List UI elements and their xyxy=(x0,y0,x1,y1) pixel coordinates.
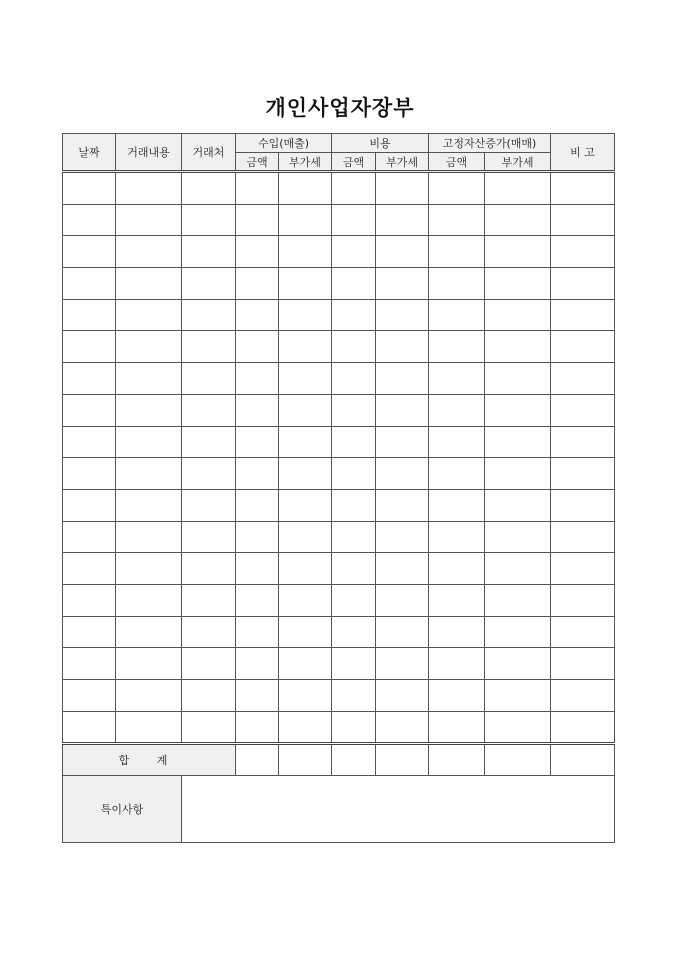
ledger-body xyxy=(63,172,615,744)
cell-income-vat[interactable] xyxy=(279,711,332,744)
cell-counterparty[interactable] xyxy=(182,648,236,680)
cell-expense-amount[interactable] xyxy=(332,553,376,585)
cell-income-amount[interactable] xyxy=(236,680,279,712)
cell-expense-amount[interactable] xyxy=(332,394,376,426)
cell-remarks[interactable] xyxy=(551,458,615,490)
cell-expense-vat[interactable] xyxy=(376,426,429,458)
cell-counterparty[interactable] xyxy=(182,521,236,553)
cell-expense-vat[interactable] xyxy=(376,394,429,426)
cell-income-vat[interactable] xyxy=(279,268,332,300)
total-expense-amount[interactable] xyxy=(332,744,376,776)
cell-description[interactable] xyxy=(116,426,182,458)
cell-income-vat[interactable] xyxy=(279,489,332,521)
cell-remarks[interactable] xyxy=(551,711,615,744)
cell-counterparty[interactable] xyxy=(182,616,236,648)
cell-date[interactable] xyxy=(63,268,116,300)
cell-expense-vat[interactable] xyxy=(376,521,429,553)
header-date: 날짜 xyxy=(63,134,116,172)
cell-date[interactable] xyxy=(63,521,116,553)
cell-income-amount[interactable] xyxy=(236,426,279,458)
cell-expense-amount[interactable] xyxy=(332,204,376,236)
table-row xyxy=(63,236,615,268)
cell-expense-vat[interactable] xyxy=(376,489,429,521)
cell-fixed-assets-vat[interactable] xyxy=(485,268,551,300)
cell-fixed-assets-amount[interactable] xyxy=(429,553,485,585)
cell-fixed-assets-amount[interactable] xyxy=(429,426,485,458)
cell-expense-amount[interactable] xyxy=(332,616,376,648)
cell-income-vat[interactable] xyxy=(279,204,332,236)
cell-date[interactable] xyxy=(63,489,116,521)
cell-fixed-assets-amount[interactable] xyxy=(429,363,485,395)
cell-fixed-assets-vat[interactable] xyxy=(485,489,551,521)
total-income-vat[interactable] xyxy=(279,744,332,776)
cell-description[interactable] xyxy=(116,363,182,395)
table-row xyxy=(63,299,615,331)
cell-expense-vat[interactable] xyxy=(376,711,429,744)
cell-fixed-assets-amount[interactable] xyxy=(429,268,485,300)
cell-date[interactable] xyxy=(63,236,116,268)
cell-fixed-assets-vat[interactable] xyxy=(485,394,551,426)
table-row xyxy=(63,458,615,490)
cell-expense-amount[interactable] xyxy=(332,584,376,616)
table-row xyxy=(63,363,615,395)
total-fixed-assets-amount[interactable] xyxy=(429,744,485,776)
cell-fixed-assets-vat[interactable] xyxy=(485,331,551,363)
cell-description[interactable] xyxy=(116,648,182,680)
cell-income-vat[interactable] xyxy=(279,426,332,458)
cell-expense-amount[interactable] xyxy=(332,299,376,331)
cell-remarks[interactable] xyxy=(551,489,615,521)
header-fixed-assets-vat: 부가세 xyxy=(485,153,551,172)
cell-description[interactable] xyxy=(116,553,182,585)
cell-description[interactable] xyxy=(116,680,182,712)
table-row xyxy=(63,616,615,648)
cell-expense-amount[interactable] xyxy=(332,489,376,521)
cell-date[interactable] xyxy=(63,331,116,363)
header-income-vat: 부가세 xyxy=(279,153,332,172)
cell-income-amount[interactable] xyxy=(236,363,279,395)
total-remarks[interactable] xyxy=(551,744,615,776)
cell-description[interactable] xyxy=(116,616,182,648)
cell-remarks[interactable] xyxy=(551,648,615,680)
table-row xyxy=(63,489,615,521)
header-expense-amount: 금액 xyxy=(332,153,376,172)
table-row xyxy=(63,553,615,585)
cell-remarks[interactable] xyxy=(551,553,615,585)
cell-counterparty[interactable] xyxy=(182,331,236,363)
cell-remarks[interactable] xyxy=(551,616,615,648)
cell-description[interactable] xyxy=(116,394,182,426)
cell-fixed-assets-amount[interactable] xyxy=(429,711,485,744)
header-income: 수입(매출) xyxy=(236,134,332,153)
cell-remarks[interactable] xyxy=(551,331,615,363)
total-row xyxy=(63,744,615,776)
cell-description[interactable] xyxy=(116,521,182,553)
cell-remarks[interactable] xyxy=(551,680,615,712)
cell-date[interactable] xyxy=(63,363,116,395)
cell-expense-amount[interactable] xyxy=(332,268,376,300)
cell-expense-amount[interactable] xyxy=(332,458,376,490)
cell-income-vat[interactable] xyxy=(279,172,332,205)
cell-expense-vat[interactable] xyxy=(376,648,429,680)
cell-remarks[interactable] xyxy=(551,299,615,331)
cell-income-amount[interactable] xyxy=(236,616,279,648)
table-row xyxy=(63,426,615,458)
cell-income-vat[interactable] xyxy=(279,363,332,395)
cell-income-amount[interactable] xyxy=(236,394,279,426)
cell-income-vat[interactable] xyxy=(279,553,332,585)
cell-income-vat[interactable] xyxy=(279,521,332,553)
ledger-table xyxy=(62,133,615,843)
cell-expense-amount[interactable] xyxy=(332,331,376,363)
page-title: 개인사업자장부 xyxy=(265,96,415,120)
cell-date[interactable] xyxy=(63,394,116,426)
cell-income-amount[interactable] xyxy=(236,553,279,585)
cell-counterparty[interactable] xyxy=(182,489,236,521)
cell-income-amount[interactable] xyxy=(236,458,279,490)
notes-row xyxy=(63,776,615,843)
total-fixed-assets-vat[interactable] xyxy=(485,744,551,776)
cell-expense-vat[interactable] xyxy=(376,236,429,268)
table-row xyxy=(63,584,615,616)
header-income-amount: 금액 xyxy=(236,153,279,172)
cell-income-vat[interactable] xyxy=(279,458,332,490)
cell-expense-amount[interactable] xyxy=(332,521,376,553)
header-counterparty: 거래처 xyxy=(182,134,236,172)
cell-fixed-assets-vat[interactable] xyxy=(485,521,551,553)
table-row xyxy=(63,204,615,236)
cell-fixed-assets-vat[interactable] xyxy=(485,426,551,458)
cell-income-vat[interactable] xyxy=(279,648,332,680)
cell-expense-amount[interactable] xyxy=(332,172,376,205)
cell-date[interactable] xyxy=(63,616,116,648)
cell-description[interactable] xyxy=(116,236,182,268)
cell-remarks[interactable] xyxy=(551,236,615,268)
cell-fixed-assets-amount[interactable] xyxy=(429,458,485,490)
cell-date[interactable] xyxy=(63,553,116,585)
total-label: 합 계 xyxy=(63,744,236,776)
header-expense: 비용 xyxy=(332,134,429,153)
cell-remarks[interactable] xyxy=(551,172,615,205)
notes-field[interactable] xyxy=(182,776,615,843)
cell-fixed-assets-vat[interactable] xyxy=(485,680,551,712)
cell-income-amount[interactable] xyxy=(236,711,279,744)
header-remarks: 비 고 xyxy=(551,134,615,172)
cell-income-vat[interactable] xyxy=(279,584,332,616)
cell-counterparty[interactable] xyxy=(182,394,236,426)
total-income-amount[interactable] xyxy=(236,744,279,776)
cell-income-vat[interactable] xyxy=(279,394,332,426)
cell-income-amount[interactable] xyxy=(236,521,279,553)
cell-expense-amount[interactable] xyxy=(332,363,376,395)
cell-fixed-assets-amount[interactable] xyxy=(429,521,485,553)
table-row xyxy=(63,648,615,680)
cell-counterparty[interactable] xyxy=(182,711,236,744)
cell-fixed-assets-vat[interactable] xyxy=(485,363,551,395)
header-fixed-assets: 고정자산증가(매매) xyxy=(429,134,551,153)
header-expense-vat: 부가세 xyxy=(376,153,429,172)
table-row xyxy=(63,394,615,426)
table-row xyxy=(63,521,615,553)
table-row xyxy=(63,331,615,363)
cell-income-vat[interactable] xyxy=(279,616,332,648)
cell-income-vat[interactable] xyxy=(279,236,332,268)
cell-fixed-assets-vat[interactable] xyxy=(485,458,551,490)
cell-fixed-assets-amount[interactable] xyxy=(429,489,485,521)
cell-expense-vat[interactable] xyxy=(376,299,429,331)
notes-label: 특이사항 xyxy=(63,776,182,843)
cell-expense-amount[interactable] xyxy=(332,648,376,680)
cell-expense-vat[interactable] xyxy=(376,458,429,490)
cell-income-amount[interactable] xyxy=(236,236,279,268)
cell-counterparty[interactable] xyxy=(182,204,236,236)
table-row xyxy=(63,172,615,205)
cell-expense-amount[interactable] xyxy=(332,426,376,458)
cell-expense-vat[interactable] xyxy=(376,363,429,395)
cell-remarks[interactable] xyxy=(551,521,615,553)
cell-fixed-assets-amount[interactable] xyxy=(429,616,485,648)
cell-description[interactable] xyxy=(116,458,182,490)
cell-date[interactable] xyxy=(63,299,116,331)
cell-expense-vat[interactable] xyxy=(376,680,429,712)
cell-counterparty[interactable] xyxy=(182,363,236,395)
cell-expense-vat[interactable] xyxy=(376,204,429,236)
cell-date[interactable] xyxy=(63,426,116,458)
cell-fixed-assets-vat[interactable] xyxy=(485,236,551,268)
cell-expense-vat[interactable] xyxy=(376,584,429,616)
cell-date[interactable] xyxy=(63,204,116,236)
cell-fixed-assets-amount[interactable] xyxy=(429,648,485,680)
cell-income-vat[interactable] xyxy=(279,680,332,712)
cell-fixed-assets-amount[interactable] xyxy=(429,331,485,363)
cell-fixed-assets-vat[interactable] xyxy=(485,711,551,744)
cell-income-amount[interactable] xyxy=(236,331,279,363)
cell-date[interactable] xyxy=(63,172,116,205)
cell-date[interactable] xyxy=(63,458,116,490)
cell-income-amount[interactable] xyxy=(236,268,279,300)
cell-income-amount[interactable] xyxy=(236,584,279,616)
cell-counterparty[interactable] xyxy=(182,553,236,585)
cell-date[interactable] xyxy=(63,584,116,616)
cell-fixed-assets-vat[interactable] xyxy=(485,204,551,236)
cell-expense-amount[interactable] xyxy=(332,711,376,744)
cell-counterparty[interactable] xyxy=(182,680,236,712)
cell-description[interactable] xyxy=(116,299,182,331)
cell-fixed-assets-amount[interactable] xyxy=(429,584,485,616)
cell-date[interactable] xyxy=(63,711,116,744)
cell-date[interactable] xyxy=(63,680,116,712)
total-expense-vat[interactable] xyxy=(376,744,429,776)
cell-income-vat[interactable] xyxy=(279,299,332,331)
cell-fixed-assets-amount[interactable] xyxy=(429,299,485,331)
cell-fixed-assets-amount[interactable] xyxy=(429,204,485,236)
table-row xyxy=(63,680,615,712)
cell-counterparty[interactable] xyxy=(182,299,236,331)
cell-remarks[interactable] xyxy=(551,584,615,616)
cell-fixed-assets-amount[interactable] xyxy=(429,680,485,712)
cell-income-amount[interactable] xyxy=(236,648,279,680)
cell-counterparty[interactable] xyxy=(182,458,236,490)
cell-expense-vat[interactable] xyxy=(376,553,429,585)
cell-fixed-assets-vat[interactable] xyxy=(485,616,551,648)
cell-remarks[interactable] xyxy=(551,204,615,236)
cell-description[interactable] xyxy=(116,711,182,744)
cell-expense-vat[interactable] xyxy=(376,331,429,363)
cell-counterparty[interactable] xyxy=(182,426,236,458)
cell-counterparty[interactable] xyxy=(182,584,236,616)
cell-description[interactable] xyxy=(116,268,182,300)
cell-counterparty[interactable] xyxy=(182,172,236,205)
cell-expense-vat[interactable] xyxy=(376,172,429,205)
cell-date[interactable] xyxy=(63,648,116,680)
cell-expense-amount[interactable] xyxy=(332,680,376,712)
cell-description[interactable] xyxy=(116,172,182,205)
cell-expense-vat[interactable] xyxy=(376,268,429,300)
cell-description[interactable] xyxy=(116,331,182,363)
header-fixed-assets-amount: 금액 xyxy=(429,153,485,172)
cell-income-amount[interactable] xyxy=(236,299,279,331)
table-row xyxy=(63,711,615,744)
cell-fixed-assets-vat[interactable] xyxy=(485,553,551,585)
cell-fixed-assets-amount[interactable] xyxy=(429,236,485,268)
cell-counterparty[interactable] xyxy=(182,236,236,268)
table-row xyxy=(63,268,615,300)
header-description: 거래내용 xyxy=(116,134,182,172)
cell-expense-amount[interactable] xyxy=(332,236,376,268)
cell-income-amount[interactable] xyxy=(236,489,279,521)
cell-fixed-assets-vat[interactable] xyxy=(485,172,551,205)
cell-income-amount[interactable] xyxy=(236,172,279,205)
cell-income-vat[interactable] xyxy=(279,331,332,363)
cell-remarks[interactable] xyxy=(551,268,615,300)
cell-remarks[interactable] xyxy=(551,363,615,395)
cell-fixed-assets-amount[interactable] xyxy=(429,394,485,426)
cell-fixed-assets-vat[interactable] xyxy=(485,299,551,331)
cell-expense-vat[interactable] xyxy=(376,616,429,648)
cell-description[interactable] xyxy=(116,584,182,616)
cell-counterparty[interactable] xyxy=(182,268,236,300)
cell-income-amount[interactable] xyxy=(236,204,279,236)
cell-description[interactable] xyxy=(116,489,182,521)
cell-fixed-assets-vat[interactable] xyxy=(485,584,551,616)
cell-remarks[interactable] xyxy=(551,394,615,426)
cell-fixed-assets-amount[interactable] xyxy=(429,172,485,205)
cell-fixed-assets-vat[interactable] xyxy=(485,648,551,680)
cell-remarks[interactable] xyxy=(551,426,615,458)
cell-description[interactable] xyxy=(116,204,182,236)
